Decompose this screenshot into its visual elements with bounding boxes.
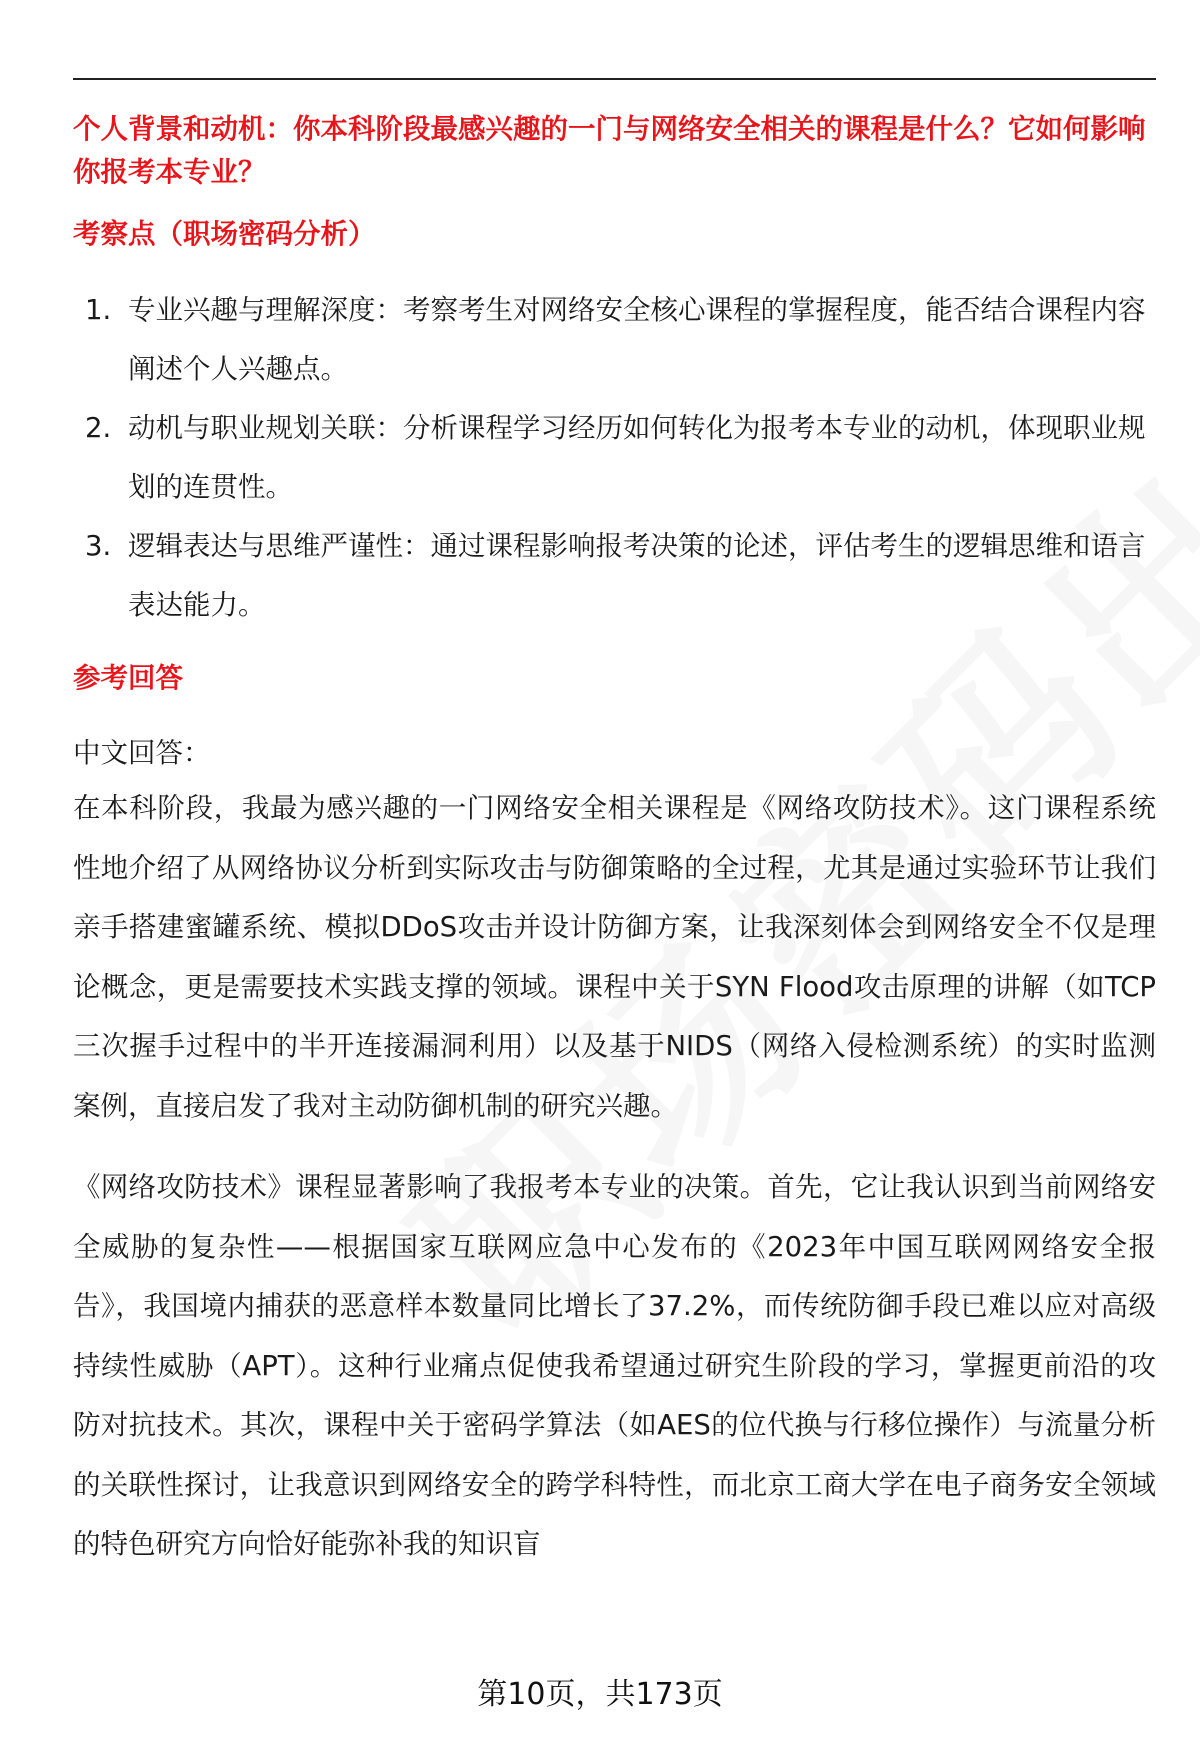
list-number: 1. — [85, 294, 112, 326]
list-item-text: 专业兴趣与理解深度：考察考生对网络安全核心课程的掌握程度，能否结合课程内容阐述个人兴趣点。 — [128, 294, 1146, 385]
answer-heading: 参考回答 — [73, 662, 183, 694]
page-content — [73, 108, 1156, 1575]
list-number: 2. — [85, 412, 112, 444]
list-number: 3. — [85, 530, 112, 562]
answer-paragraph-2: 《网络攻防技术》课程显著影响了我报考本专业的决策。首先，它让我认识到当前网络安全威胁的复杂性——根据国家互联网应急中心发布的《2023年中国互联网网络安全报告》，我国境内捕获的恶意样本数量同比增长了37.2%，而传统防御手段已难以应对高级持续性威胁（APT）。这种行业痛点促使我希望通过研究生阶段的学习，掌握更前沿的攻防对抗技术。其次，课程中关于密码学算法（如AES的位代换与行移位操作）与流量分析的关联性探讨，让我意识到网络安全的跨学科特性，而北京工商大学在电子商务安全领域的特色研究方向恰好能弥补我的知识盲 — [73, 1171, 1156, 1560]
list-item — [73, 281, 1156, 399]
answer-lead: 中文回答： — [73, 737, 211, 769]
points-list — [73, 281, 1156, 635]
points-heading: 考察点（职场密码分析） — [73, 218, 376, 250]
list-item — [73, 399, 1156, 517]
question-heading: 个人背景和动机：你本科阶段最感兴趣的一门与网络安全相关的课程是什么？它如何影响你报考本专业？ — [73, 113, 1146, 188]
top-divider — [73, 78, 1156, 80]
list-item-text: 逻辑表达与思维严谨性：通过课程影响报考决策的论述，评估考生的逻辑思维和语言表达能力。 — [128, 530, 1146, 621]
page-number-footer: 第10页，共173页 — [477, 1677, 723, 1712]
list-item — [73, 517, 1156, 635]
answer-paragraph-1: 在本科阶段，我最为感兴趣的一门网络安全相关课程是《网络攻防技术》。这门课程系统性地介绍了从网络协议分析到实际攻击与防御策略的全过程，尤其是通过实验环节让我们亲手搭建蜜罐系统、模拟DDoS攻击并设计防御方案，让我深刻体会到网络安全不仅是理论概念，更是需要技术实践支撑的领域。课程中关于SYN Flood攻击原理的讲解（如TCP三次握手过程中的半开连接漏洞利用）以及基于NIDS（网络入侵检测系统）的实时监测案例，直接启发了我对主动防御机制的研究兴趣。 — [73, 792, 1156, 1122]
list-item-text: 动机与职业规划关联：分析课程学习经历如何转化为报考本专业的动机，体现职业规划的连贯性。 — [128, 412, 1146, 503]
